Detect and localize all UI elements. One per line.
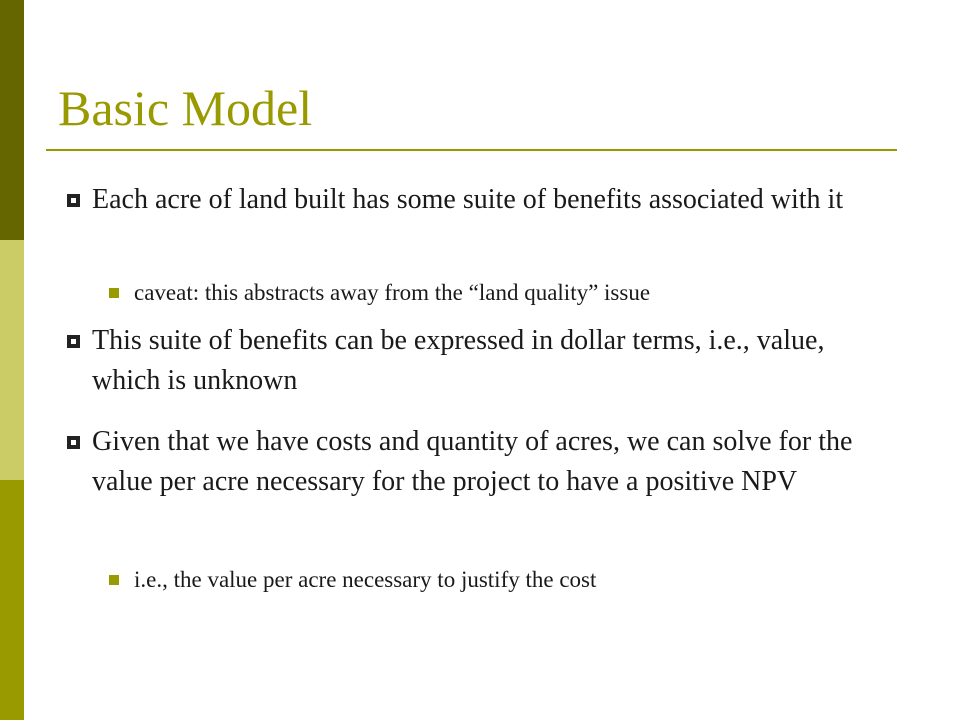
- filled-square-bullet-icon: [109, 575, 119, 585]
- hollow-square-bullet-icon: [67, 436, 80, 449]
- hollow-square-bullet-icon: [67, 194, 80, 207]
- sub-bullet-text: i.e., the value per acre necessary to justify the cost: [134, 567, 597, 592]
- slide-sidebar: [0, 0, 24, 720]
- sub-bullet-text: caveat: this abstracts away from the “land quality” issue: [134, 280, 651, 305]
- sidebar-segment-dark: [0, 0, 24, 240]
- hollow-square-bullet-icon: [67, 335, 80, 348]
- sidebar-segment-mid: [0, 480, 24, 720]
- bullet-text: Given that we have costs and quantity of acres, we can solve for the value per acre necessary for the project to have a positive NPV: [92, 426, 853, 497]
- bullet-text: Each acre of land built has some suite of benefits associated with it: [92, 184, 844, 215]
- filled-square-bullet-icon: [109, 288, 119, 298]
- title-divider: [46, 149, 897, 151]
- bullet-text: This suite of benefits can be expressed in dollar terms, i.e., value, which is unknown: [92, 325, 825, 396]
- slide-title: Basic Model: [58, 80, 313, 136]
- sidebar-segment-light: [0, 240, 24, 480]
